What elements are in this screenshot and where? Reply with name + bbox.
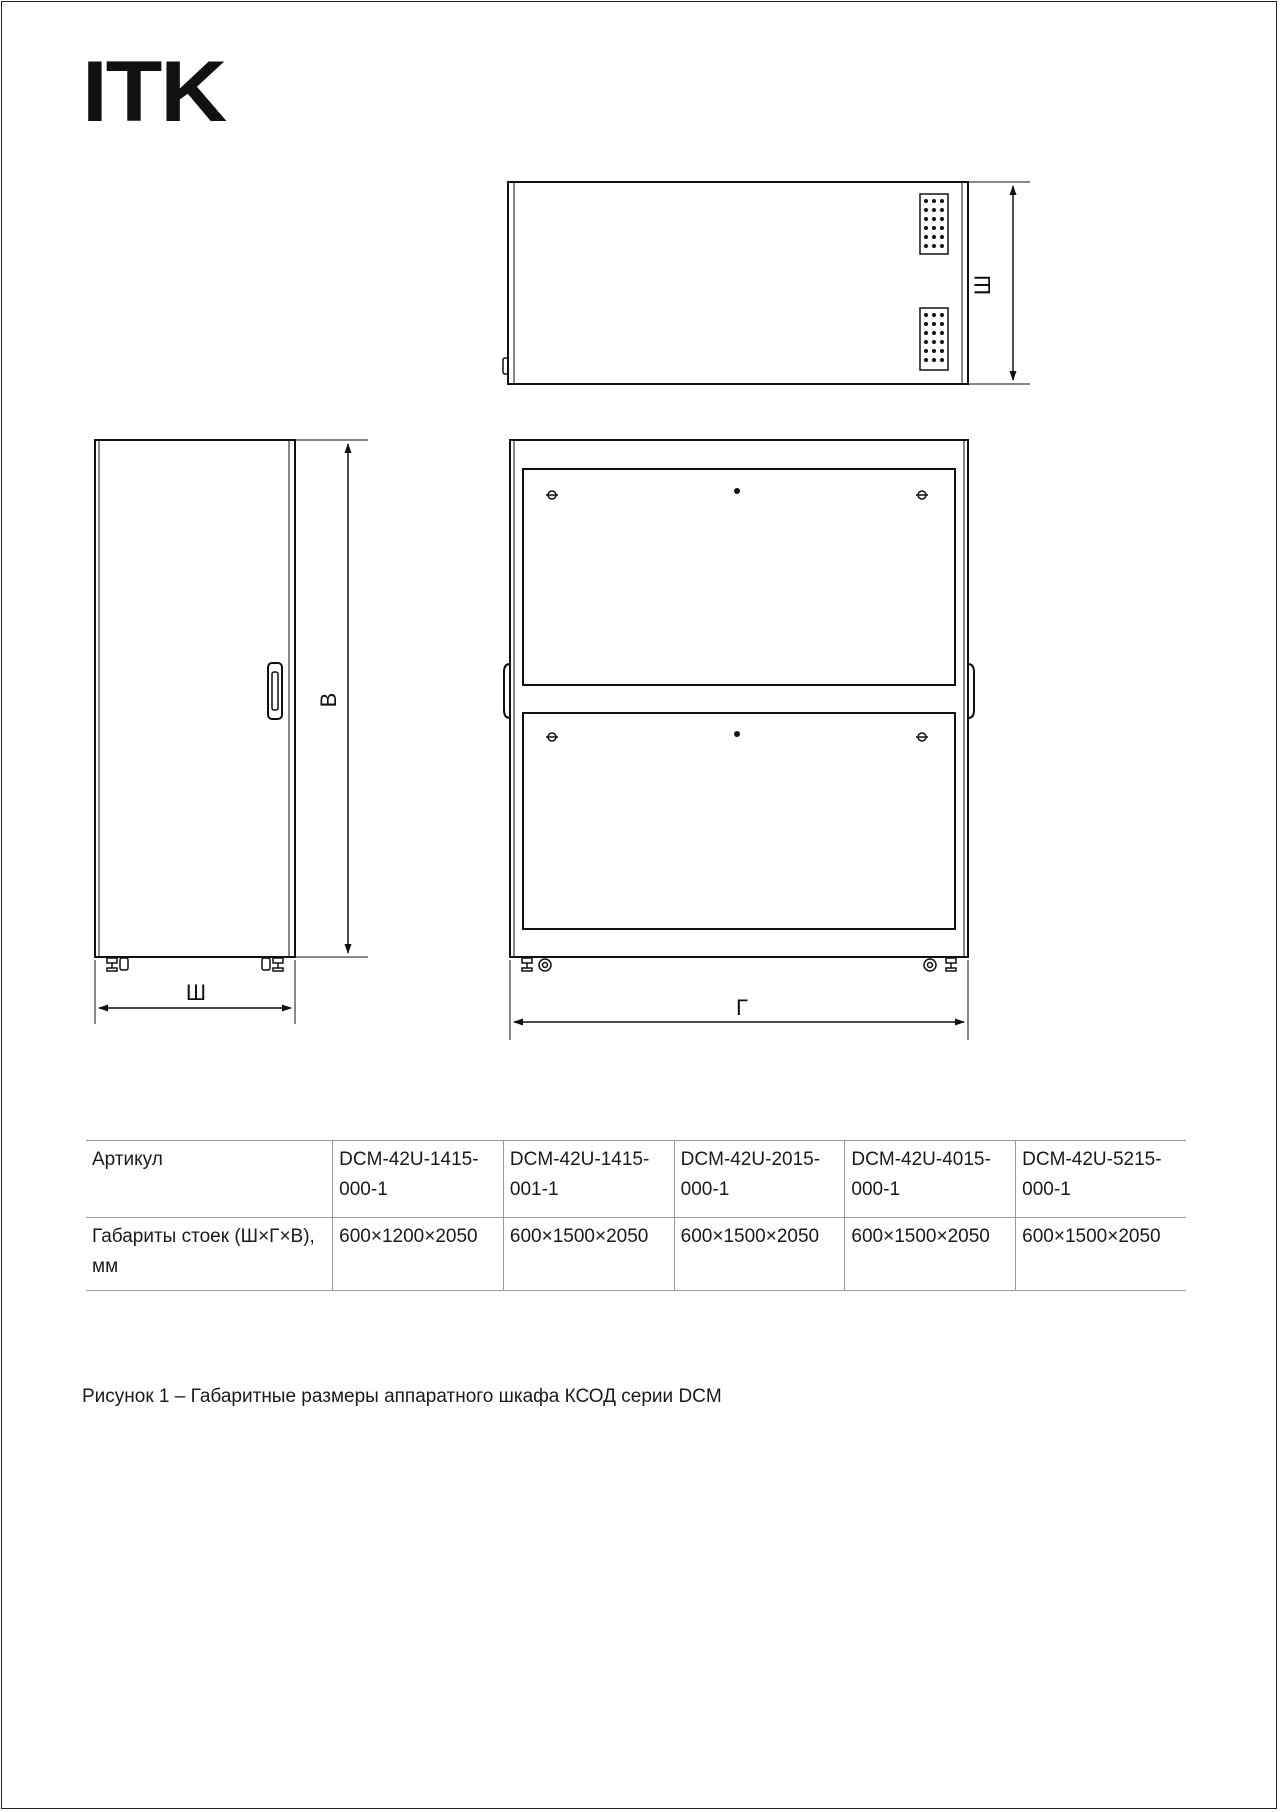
table-row xyxy=(86,1141,1186,1218)
side-view xyxy=(95,440,368,1024)
dimensions-cell: 600×1500×2050 xyxy=(1016,1218,1186,1291)
front-view-depth-label: Г xyxy=(736,995,748,1020)
itk-logo: ITK xyxy=(82,44,226,140)
article-cell: DCM-42U-4015-000-1 xyxy=(845,1141,1016,1218)
dimensions-row-label: Габариты стоек (Ш×Г×В), мм xyxy=(86,1218,333,1291)
table-row xyxy=(86,1218,1186,1291)
top-view xyxy=(503,182,1030,384)
side-view-height-label: В xyxy=(316,692,341,708)
side-view-width-label: Ш xyxy=(185,980,207,1005)
article-row-label: Артикул xyxy=(86,1141,333,1218)
dimensions-cell: 600×1500×2050 xyxy=(674,1218,845,1291)
dimensions-cell: 600×1500×2050 xyxy=(503,1218,674,1291)
article-cell: DCM-42U-5215-000-1 xyxy=(1016,1141,1186,1218)
article-cell: DCM-42U-1415-000-1 xyxy=(333,1141,504,1218)
dimensions-table xyxy=(86,1140,1186,1291)
top-view-dim-label: Ш xyxy=(970,274,995,296)
dimensions-cell: 600×1500×2050 xyxy=(845,1218,1016,1291)
front-view xyxy=(504,440,974,1040)
article-cell: DCM-42U-1415-001-1 xyxy=(503,1141,674,1218)
article-cell: DCM-42U-2015-000-1 xyxy=(674,1141,845,1218)
figure-caption: Рисунок 1 – Габаритные размеры аппаратного шкафа КСОД серии DCM xyxy=(82,1386,722,1407)
dimensions-cell: 600×1200×2050 xyxy=(333,1218,504,1291)
